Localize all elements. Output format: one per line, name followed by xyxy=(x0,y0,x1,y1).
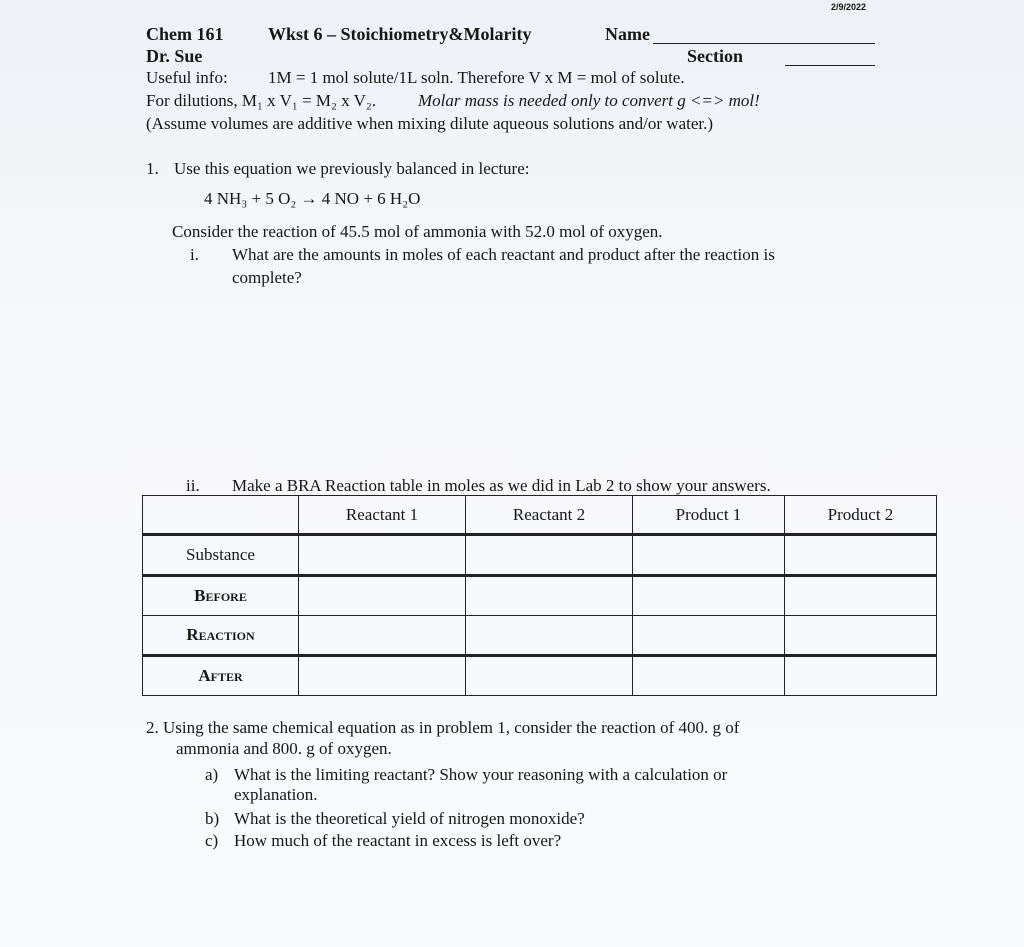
table-header-row xyxy=(143,496,937,535)
answer-cell[interactable] xyxy=(466,656,633,696)
section-label: Section xyxy=(687,46,743,66)
molar-mass-note: Molar mass is needed only to convert g <=> mol! xyxy=(418,91,760,110)
answer-cell[interactable] xyxy=(299,576,466,616)
header-product-2: Product 2 xyxy=(784,496,936,535)
problem1-consider: Consider the reaction of 45.5 mol of ammonia with 52.0 mol of oxygen. xyxy=(172,222,663,241)
course-title: Chem 161 xyxy=(146,24,224,44)
assumption-note: (Assume volumes are additive when mixing dilute aqueous solutions and/or water.) xyxy=(146,114,714,133)
row-label-after: After xyxy=(143,656,299,696)
molarity-definition: 1M = 1 mol solute/1L soln. Therefore V x M = mol of solute. xyxy=(268,68,685,87)
header-product-1: Product 1 xyxy=(633,496,785,535)
answer-cell[interactable] xyxy=(784,616,936,656)
section-blank-line[interactable] xyxy=(785,65,875,66)
row-label-reaction: Reaction xyxy=(143,616,299,656)
table-row-reaction xyxy=(143,616,937,656)
answer-cell[interactable] xyxy=(784,576,936,616)
name-blank-line[interactable] xyxy=(653,43,875,44)
answer-cell[interactable] xyxy=(466,616,633,656)
answer-cell[interactable] xyxy=(299,656,466,696)
answer-cell[interactable] xyxy=(466,576,633,616)
part-ii-label: ii. xyxy=(186,476,200,495)
table-row-substance xyxy=(143,535,937,576)
part-a-question-line1: What is the limiting reactant? Show your reasoning with a calculation or xyxy=(234,765,728,784)
answer-cell[interactable] xyxy=(466,535,633,576)
part-i-label: i. xyxy=(190,245,199,264)
part-b-label: b) xyxy=(205,809,220,828)
answer-cell[interactable] xyxy=(633,576,785,616)
instructor-name: Dr. Sue xyxy=(146,46,203,66)
answer-cell[interactable] xyxy=(299,616,466,656)
part-i-question-line2: complete? xyxy=(232,268,302,287)
problem1-prompt: Use this equation we previously balanced in lecture: xyxy=(174,159,530,178)
balanced-equation: 4 NH₃ + 5 O₂ → 4 NO + 6 H₂O xyxy=(204,189,421,208)
part-a-label: a) xyxy=(205,765,219,784)
answer-cell[interactable] xyxy=(784,535,936,576)
answer-cell[interactable] xyxy=(633,616,785,656)
bra-reaction-table xyxy=(142,495,937,696)
part-i-question-line1: What are the amounts in moles of each reactant and product after the reaction is xyxy=(232,245,775,264)
row-label-substance: Substance xyxy=(143,535,299,576)
part-ii-instruction: Make a BRA Reaction table in moles as we did in Lab 2 to show your answers. xyxy=(232,476,771,495)
row-label-before: Before xyxy=(143,576,299,616)
useful-info-label: Useful info: xyxy=(146,68,228,87)
dilution-formula: For dilutions, M₁ x V₁ = M₂ x V₂. xyxy=(146,91,377,110)
part-c-label: c) xyxy=(205,831,219,850)
header-corner-cell xyxy=(143,496,299,535)
name-label: Name xyxy=(605,24,650,44)
part-c-question: How much of the reactant in excess is left over? xyxy=(234,831,562,850)
table-row-after xyxy=(143,656,937,696)
answer-cell[interactable] xyxy=(784,656,936,696)
header-reactant-1: Reactant 1 xyxy=(299,496,466,535)
problem1-number: 1. xyxy=(146,159,159,178)
table-row-before xyxy=(143,576,937,616)
worksheet-title: Wkst 6 – Stoichiometry&Molarity xyxy=(268,24,532,44)
problem2-line2: ammonia and 800. g of oxygen. xyxy=(176,739,392,758)
answer-cell[interactable] xyxy=(299,535,466,576)
part-a-question-line2: explanation. xyxy=(234,785,318,804)
answer-cell[interactable] xyxy=(633,656,785,696)
header-reactant-2: Reactant 2 xyxy=(466,496,633,535)
date-stamp: 2/9/2022 xyxy=(831,2,867,12)
answer-cell[interactable] xyxy=(633,535,785,576)
problem2-line1: 2. Using the same chemical equation as in problem 1, consider the reaction of 400. g of xyxy=(146,718,740,737)
part-b-question: What is the theoretical yield of nitrogen monoxide? xyxy=(234,809,585,828)
